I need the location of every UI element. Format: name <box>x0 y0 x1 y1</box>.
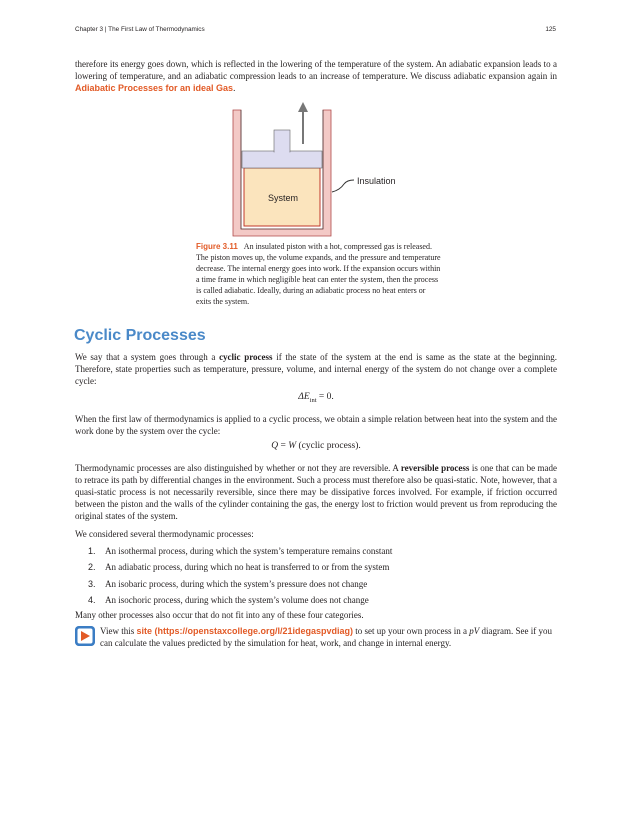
cyclic-paragraph <box>75 351 557 387</box>
running-header: Chapter 3 | The First Law of Thermodynamics <box>75 26 205 33</box>
p3-text-b: is one that can be made to retrace its path by differential changes in the environment. Such a process must therefore also be quasi-static. Note, however, that a quasi-static process is not necessarily reversible, since there may be dissipative forces involved. For example, if friction occurred between the piston and the walls of the cylinder containing the gas, the energy lost to friction would prevent us from reproducing the original states of the system. <box>75 463 557 521</box>
list-number: 4. <box>88 594 96 605</box>
insulation-label: Insulation <box>357 176 396 186</box>
interactive-text-a: View this <box>100 626 137 636</box>
insulation-pointer <box>332 180 354 192</box>
list-text: An isochoric process, during which the system’s volume does not change <box>105 594 369 605</box>
section-title: Cyclic Processes <box>74 327 206 344</box>
processes-intro: We considered several thermodynamic processes: <box>75 529 254 539</box>
eq1-rhs: = 0. <box>316 392 334 402</box>
intro-text: therefore its energy goes down, which is reflected in the lowering of the temperature of the system. An adiabatic expansion leads to a lowering of temperature, and an adiabatic compression leads to an increase of temperature. We discuss adiabatic expansion again in <box>75 59 557 81</box>
list-item <box>75 578 555 594</box>
eq1-sub: int <box>309 396 317 404</box>
cyclic-process-term: cyclic process <box>219 352 273 362</box>
figure-caption <box>196 241 441 307</box>
page-number: 125 <box>545 26 556 33</box>
list-text: An isothermal process, during which the system’s temperature remains constant <box>105 546 393 556</box>
list-number: 3. <box>88 578 96 589</box>
reversible-paragraph <box>75 462 557 522</box>
reversible-process-term: reversible process <box>400 463 470 473</box>
list-item <box>75 545 555 561</box>
list-number: 2. <box>88 562 96 573</box>
list-text: An adiabatic process, during which no heat is transferred to or from the system <box>105 562 390 573</box>
equation-delta-e <box>75 392 557 404</box>
eq2-eq: = <box>278 441 289 451</box>
figure-number: Figure 3.11 <box>196 242 238 251</box>
interactive-text-b: to set up your own process in a <box>353 626 470 636</box>
system-label: System <box>267 193 299 203</box>
equation-q-w <box>75 441 557 451</box>
phet-site-link[interactable]: site (https://openstaxcollege.org/l/21idegaspvdiag) <box>136 626 354 636</box>
eq2-w: W <box>288 441 297 451</box>
p3-text-a: Thermodynamic processes are also distinguished by whether or not they are reversible. A <box>75 463 401 473</box>
piston-figure <box>226 100 416 240</box>
interactive-feature <box>75 625 557 651</box>
intro-end: . <box>233 83 236 93</box>
up-arrow-icon <box>298 102 308 112</box>
adiabatic-processes-link[interactable]: Adiabatic Processes for an ideal Gas <box>75 83 234 93</box>
list-number: 1. <box>88 546 96 556</box>
interactive-text-c: diagram. See if you can calculate the values predicted by the simulation for heat, work, and change in internal energy. <box>100 626 552 648</box>
eq2-q: Q <box>271 441 279 451</box>
piston-rod <box>274 130 290 152</box>
p1-text-b: if the state of the system at the end is same as the state at the beginning. Therefore, state properties such as temperature, pressure, volume, and internal energy of the system do not change over a complete cycle: <box>75 352 557 386</box>
list-item <box>75 561 555 577</box>
caption-text: An insulated piston with a hot, compressed gas is released. The piston moves up, the volume expands, and the pressure and temperature decrease. The internal energy goes into work. If the expansion occurs within a time frame in which negligible heat can enter the system, then the process is called adiabatic. Ideally, during an adiabatic process no heat enters or exits the system. <box>196 242 441 306</box>
p1-text-a: We say that a system goes through a <box>75 352 220 362</box>
pv-term: pV <box>469 626 480 636</box>
list-text: An isobaric process, during which the system’s pressure does not change <box>105 578 368 589</box>
interactive-text <box>100 625 555 649</box>
intro-paragraph <box>75 58 557 94</box>
interactive-play-icon <box>75 626 95 646</box>
piston-head <box>242 151 322 168</box>
first-law-paragraph: When the first law of thermodynamics is applied to a cyclic process, we obtain a simple relation between heat into the system and the work done by the system over the cycle: <box>75 414 557 436</box>
closing-paragraph: Many other processes also occur that do not fit into any of these four categories. <box>75 610 364 620</box>
eq1-lhs: ΔE <box>298 392 310 402</box>
process-list <box>75 545 555 610</box>
eq2-note: (cyclic process). <box>296 441 361 451</box>
list-item <box>75 594 555 610</box>
